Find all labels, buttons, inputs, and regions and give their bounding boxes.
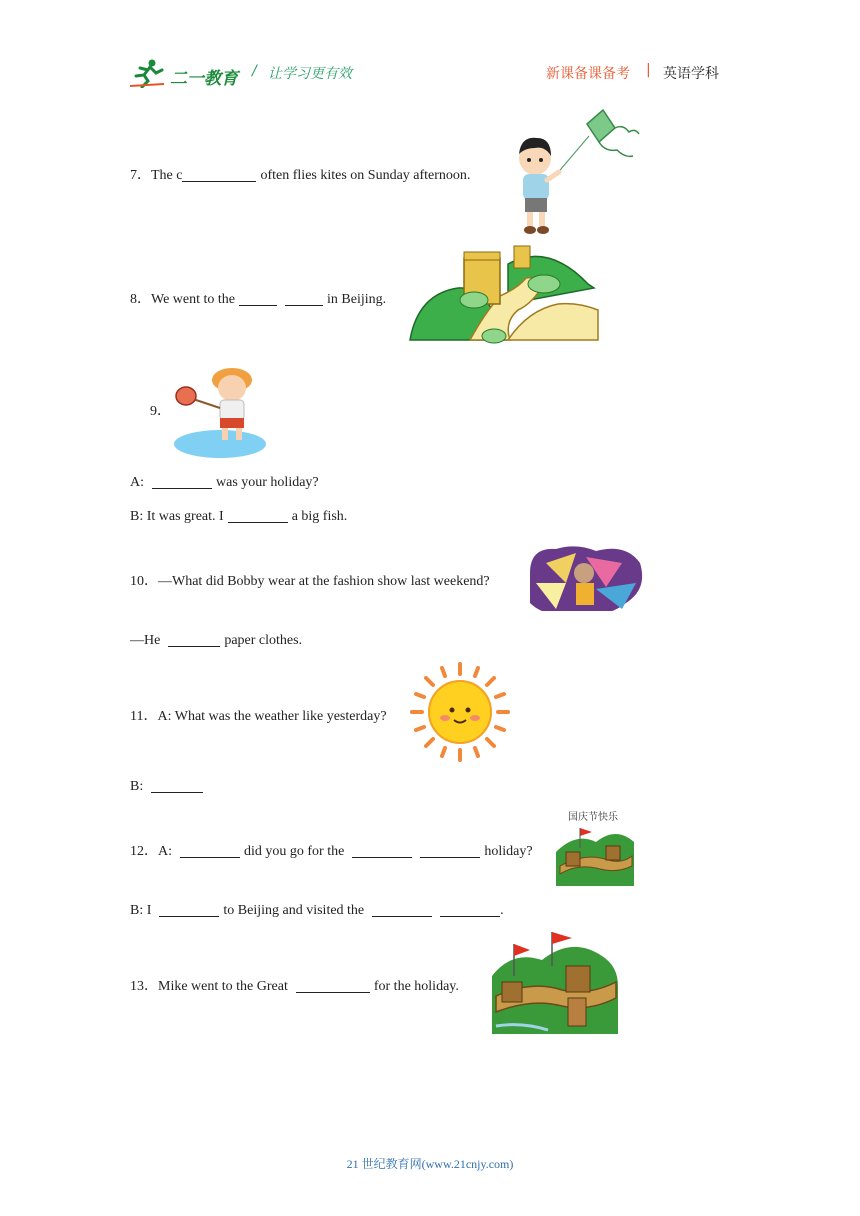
national-day-image [556, 808, 636, 886]
runner-logo-icon [130, 58, 166, 88]
great-wall-image [408, 244, 600, 346]
boy-flying-kite-image [505, 106, 640, 238]
question-10-answer: —He paper clothes. [130, 633, 303, 648]
logo-text: 二一教育 [170, 69, 238, 89]
great-wall-small-icon [556, 822, 634, 886]
question-7: 7．The c often flies kites on Sunday afternoon. [130, 168, 471, 183]
answer-blank[interactable] [152, 474, 212, 489]
great-wall-flags-image [492, 926, 620, 1036]
header-course-label: 新课备课备考 [546, 66, 630, 82]
question-9-line-a: A: was your holiday? [130, 475, 319, 490]
answer-blank[interactable] [159, 902, 219, 917]
answer-blank[interactable] [296, 978, 370, 993]
slogan: 让学习更有效 [268, 66, 352, 82]
answer-blank[interactable] [228, 508, 288, 523]
question-number: 11． [130, 709, 158, 724]
header-divider: / [252, 63, 257, 79]
question-number: 10． [130, 574, 158, 589]
answer-blank[interactable] [239, 291, 277, 306]
answer-blank[interactable] [180, 843, 240, 858]
question-9-line-b: B: It was great. I a big fish. [130, 509, 348, 524]
answer-blank[interactable] [440, 902, 500, 917]
footer-text: 21 世纪教育网(www.21cnjy.com) [346, 1157, 514, 1171]
sun-icon [410, 662, 510, 762]
question-number: 8． [130, 292, 151, 307]
answer-blank[interactable] [420, 843, 480, 858]
answer-blank[interactable] [352, 843, 412, 858]
answer-blank[interactable] [151, 778, 203, 793]
answer-blank[interactable] [372, 902, 432, 917]
question-8: 8．We went to the in Beijing. [130, 292, 387, 307]
question-12-line-b: B: I to Beijing and visited the . [130, 903, 504, 918]
answer-blank[interactable] [168, 632, 220, 647]
header [130, 56, 730, 90]
header-separator: | [646, 62, 651, 78]
header-subject: 英语学科 [663, 66, 719, 82]
answer-blank[interactable] [182, 167, 256, 182]
question-11: 11．A: What was the weather like yesterday? [130, 709, 387, 724]
fashion-show-mouse-image [526, 543, 646, 618]
question-number: 12． [130, 844, 158, 859]
question-13: 13．Mike went to the Great for the holiday. [130, 979, 459, 994]
question-11-answer: B: [130, 778, 207, 795]
question-number: 7． [130, 168, 151, 183]
question-9-number: 9． [150, 404, 171, 419]
boy-fishing-net-image [172, 358, 270, 462]
answer-blank[interactable] [285, 291, 323, 306]
question-10: 10．—What did Bobby wear at the fashion show last weekend? [130, 574, 490, 589]
image-caption: 国庆节快乐 [568, 812, 618, 823]
question-12-line-a: 12．A: did you go for the holiday? [130, 844, 533, 859]
question-number: 13． [130, 979, 158, 994]
